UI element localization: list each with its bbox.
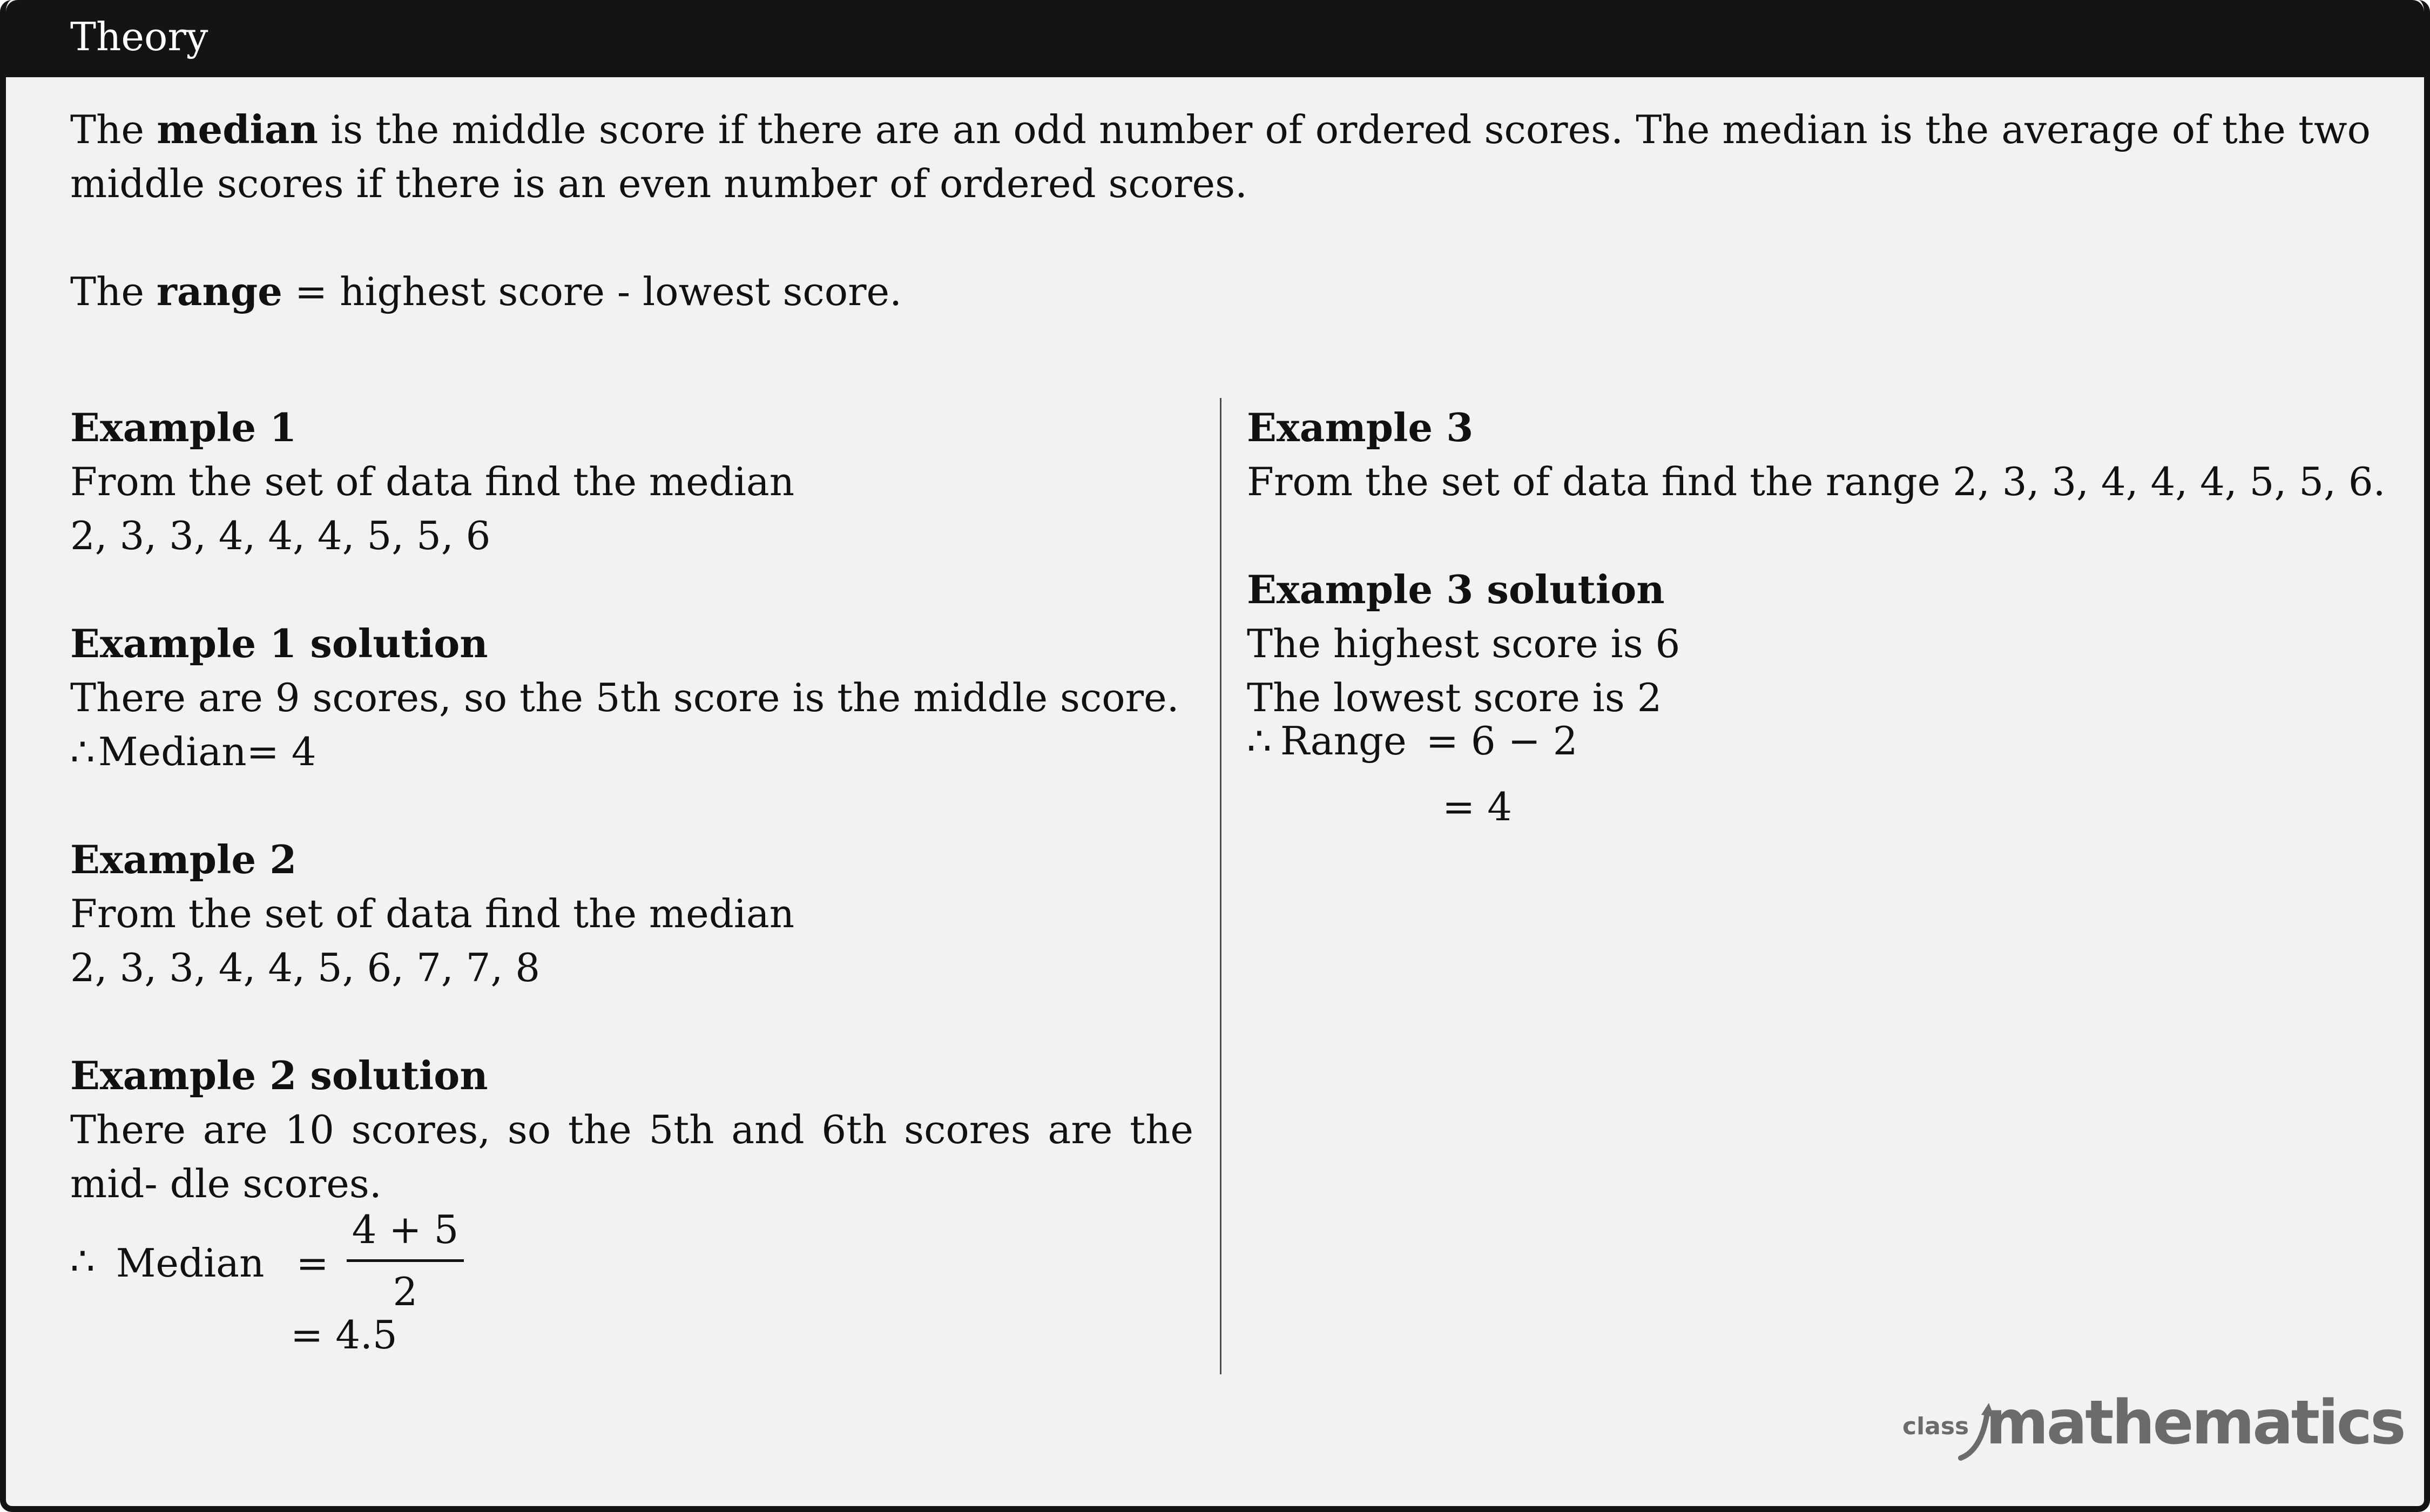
range-step: = 6 − 2 — [1426, 718, 1578, 764]
range-definition — [70, 265, 902, 319]
logo-name: mathematics — [1986, 1388, 2404, 1458]
example-1-heading: Example 1 — [70, 404, 297, 450]
right-column — [1247, 401, 2386, 834]
example-3-result: = 4 — [1442, 784, 1513, 829]
header-title: Theory — [70, 14, 208, 59]
median-term: median — [157, 106, 318, 152]
range-label: Range — [1280, 718, 1407, 764]
range-term: range — [156, 268, 282, 314]
example-3-highest: The highest score is 6 — [1247, 621, 1680, 666]
example-3-lowest: The lowest score is 2 — [1247, 675, 1662, 720]
column-divider — [1220, 398, 1221, 1374]
example-2-median-fraction-row — [70, 1205, 1204, 1314]
example-2-heading: Example 2 — [70, 836, 297, 882]
example-2-question: From the set of data find the median — [70, 891, 795, 936]
example-2-data: 2, 3, 3, 4, 4, 5, 6, 7, 7, 8 — [70, 945, 541, 990]
left-column — [70, 401, 1204, 1362]
range-def-text: = highest score - lowest score. — [282, 269, 902, 314]
card-header — [6, 0, 2424, 77]
example-1-solution-text: There are 9 scores, so the 5th score is the middle score. — [70, 675, 1179, 720]
therefore-symbol: ∴ — [1247, 718, 1272, 764]
example-3-question: From the set of data find the range 2, 3, 3, 4, 4, 4, 5, 5, 6. — [1247, 459, 2386, 504]
example-1-data: 2, 3, 3, 4, 4, 4, 5, 5, 6 — [70, 513, 491, 558]
example-2-solution-heading: Example 2 solution — [70, 1052, 488, 1098]
logo-prefix: class — [1902, 1413, 1969, 1440]
therefore-symbol: ∴ — [70, 729, 95, 774]
example-1-solution-heading: Example 1 solution — [70, 620, 488, 666]
median-definition — [70, 103, 2371, 211]
example-3-solution-heading: Example 3 solution — [1247, 566, 1665, 612]
median-fraction — [347, 1200, 464, 1321]
therefore-symbol: ∴ — [70, 1238, 95, 1284]
median-def-text: is the middle score if there are an odd number of ordered scores. The median is the average of the two middle scores if there is an even number of ordered scores. — [70, 107, 2371, 206]
example-2-result: = 4.5 — [291, 1312, 397, 1358]
example-1-result-line — [70, 725, 1204, 779]
example-3-range-line — [1247, 714, 2327, 780]
example-1-question: From the set of data find the median — [70, 459, 795, 504]
equals-sign: = — [296, 1240, 329, 1286]
example-1-result: Median= 4 — [98, 729, 316, 774]
example-2-solution-text: There are 10 scores, so the 5th and 6th scores are the mid- dle scores. — [70, 1107, 1193, 1206]
example-3-heading: Example 3 — [1247, 404, 1474, 450]
class-mathematics-logo — [1896, 1382, 2404, 1469]
range-def-prefix: The — [70, 269, 157, 314]
fraction-denominator: 2 — [393, 1269, 418, 1314]
median-def-prefix: The — [70, 107, 157, 152]
fraction-numerator: 4 + 5 — [347, 1200, 464, 1262]
median-label: Median — [116, 1240, 265, 1286]
